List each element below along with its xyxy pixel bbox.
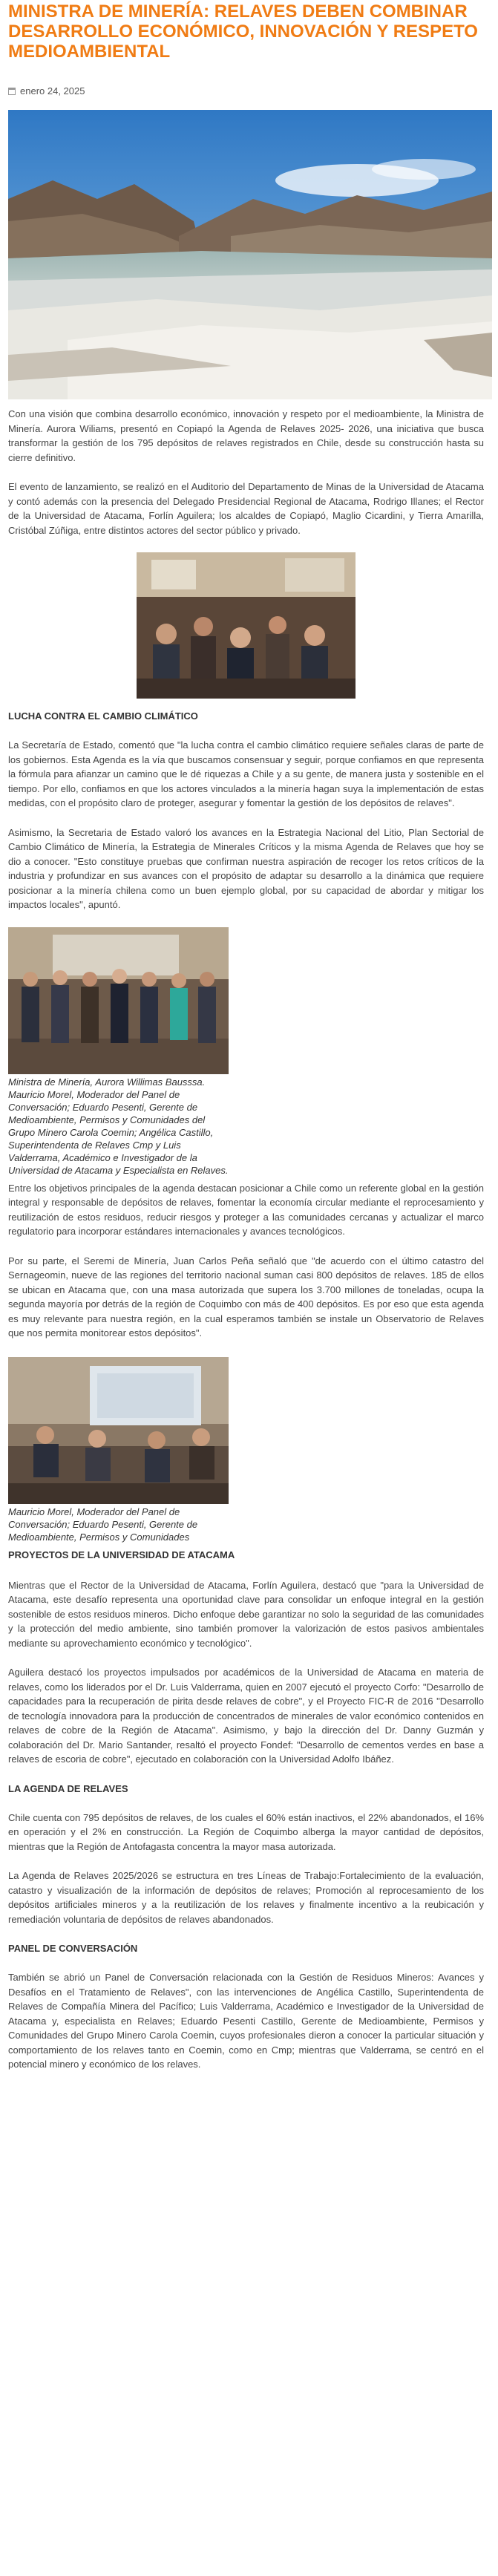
- article-meta: [8, 85, 484, 97]
- section-heading-projects: PROYECTOS DE LA UNIVERSIDAD DE ATACAMA: [8, 1549, 235, 1560]
- article: [0, 1, 490, 2072]
- paragraph-work-lines: La Agenda de Relaves 2025/2026 se estructura en tres Líneas de Trabajo:Fortalecimiento de la evaluación, catastro y visualización de la información de depósitos de relaves; Promoción al reprocesamiento de los depósitos artificiales mineros y a la reutilización de los relaves y finalmente incentivo a la reubicación y remediación voluntaria de depósitos de relaves abandonados.: [8, 1870, 484, 1925]
- paragraph-panel: También se abrió un Panel de Conversación relacionada con la Gestión de Residuos Mineros: Avances y Desafíos en el Tratamiento de Relaves", con las intervenciones de Angélica Castillo, Superintendenta de Relaves de Compañía Minera del Pacífico; Luis Valderrama, Académico e Investigador de la Universidad de Atacama y, especialista en Relaves; Eduardo Pesenti Castillo, Gerente de Medioambiente, Permisos y Comunidades del Grupo Minero Carola Coemin, cuyos profesionales dieron a conocer la particular situación y comportamiento de los relaves tanto en Coemin, como en Cmp; mientras que Valderrama, se centró en el potencial minero y económico de los relaves.: [8, 1972, 484, 2070]
- auditorium-photo: [137, 552, 356, 699]
- paragraph-launch-event: El evento de lanzamiento, se realizó en el Auditorio del Departamento de Minas de la Universidad de Atacama y contó además con la presencia del Delegado Presidencial Regional de Atacama, Rodrigo Illanes; el Rector de la Universidad de Atacama, Forlín Aguilera; los alcaldes de Copiapó, Maglio Cicardini, y Tierra Amarilla, Cristóbal Zúñiga, entre distintos actores del sector público y privado.: [8, 481, 484, 536]
- hero-image: [8, 110, 492, 399]
- section-heading-panel: PANEL DE CONVERSACIÓN: [8, 1943, 138, 1954]
- group-photo-caption: Ministra de Minería, Aurora Willimas Bausssa. Mauricio Morel, Moderador del Panel de Conversación; Eduardo Pesenti, Gerente de Medioambiente, Permisos y Comunidades del Grupo Minero Carola Coemin; Angélica Castillo, Superintendenta de Relaves Cmp y Luis Valderrama, Académico e Investigador de la Universidad de Atacama y Especialista en Relaves.: [8, 1076, 229, 1176]
- paragraph-intro: Con una visión que combina desarrollo económico, innovación y respeto por el medioambiente, la Ministra de Minería. Aurora Wiliams, presentó en Copiapó la Agenda de Relaves 2025- 2026, una iniciativa que busca transformar la gestión de los 795 depósitos de relaves registrados en Chile, desde su construcción hasta su cierre definitivo.: [8, 408, 484, 463]
- section-heading-climate: LUCHA CONTRA EL CAMBIO CLIMÁTICO: [8, 710, 198, 722]
- paragraph-strategy: Asimismo, la Secretaria de Estado valoró los avances en la Estrategia Nacional del Litio, Plan Sectorial de Cambio Climático de Minería, la Estrategia de Minerales Críticos y la misma Agenda de Relaves que hoy se dio a conocer. "Esto constituye pruebas que confirman nuestra aspiración de recoger los retos críticos de la industria y profundizar en sus avances con el propósito de adaptar su desarrollo a la dinámica que requiere posicionar a la minería chilena como un buen ejemplo global, por su capacidad de abordar y mitigar los impactos locales", apuntó.: [8, 826, 484, 910]
- paragraph-rector: Mientras que el Rector de la Universidad de Atacama, Forlín Aguilera, destacó que "para la Universidad de Atacama, este desafío representa una oportunidad clave para consolidar un enfoque integral en la gestión sostenible de estos residuos mineros. Dicho enfoque debe garantizar no solo la seguridad de las comunidades y la protección del medio ambiente, sino también promover la valorización de estos pasivos ambientales mediante su aprovechamiento económico y tecnológico".: [8, 1579, 484, 1649]
- paragraph-climate-quote: La Secretaría de Estado, comentó que "la lucha contra el cambio climático requiere señales claras de parte de los gobiernos. Esta Agenda es la vía que buscamos consensuar y seguir, porque confiamos en que representa la fórmula para afianzar un camino que le dé riquezas a Chile y a su gente, de manera justa y sostenible en el tiempo. Por ello, confiamos en que los actores vinculados a la minería hagan suya la implementación de estas medidas, con el propósito claro de proteger, asegurar y fomentar la gestión de los depósitos de relaves".: [8, 739, 484, 808]
- paragraph-deposits-stats: Chile cuenta con 795 depósitos de relaves, de los cuales el 60% están inactivos, el 22% abandonados, el 16% en operación y el 2% en construcción. La Región de Coquimbo alberga la mayor cantidad de depósitos, mientras que la Región de Antofagasta concentra la mayor masa autorizada.: [8, 1811, 484, 1852]
- calendar-icon: [8, 88, 16, 95]
- paragraph-seremi: Por su parte, el Seremi de Minería, Juan Carlos Peña señaló que "de acuerdo con el último catastro del Sernageomin, nueve de las regiones del territorio nacional suman casi 800 depósitos de relaves. 185 de ellos se ubican en Atacama que, con una masa autorizada que supera los 3.700 millones de toneladas, ocupa la segunda mayoría por detrás de la región de Coquimbo con más de 400 depósitos. Es por eso que esta agenda es muy relevante para nuestra región, en la cual esperamos también se instale un Observatorio de Relaves que nos permita monitorear estos depósitos".: [8, 1255, 484, 1338]
- paragraph-projects: Aguilera destacó los proyectos impulsados por académicos de la Universidad de Atacama en materia de relaves, como los liderados por el Dr. Luis Valderrama, quien en 2007 ejecutó el proyecto Corfo: "Desarrollo de capacidades para la recuperación de pirita desde relaves de cobre", y el Proyecto FIC-R de 2016 "Desarrollo de tecnología innovadora para la producción de concentrados de minerales de valor económico contenidos en relaves de cobre de la Región de Atacama". Asimismo, y bajo la dirección del Dr. Danny Guzmán y colaboración del Dr. Mario Santander, resaltó el proyecto Fondef: "Desarrollo de cementos verdes en base a relaves de escoria de cobre", ejecutado en colaboración con la Universidad Adolfo Ibáñez.: [8, 1667, 484, 1765]
- section-heading-agenda: LA AGENDA DE RELAVES: [8, 1782, 128, 1794]
- panel-photo-caption: Mauricio Morel, Moderador del Panel de Conversación; Eduardo Pesenti, Gerente de Medioambiente, Permisos y Comunidades: [8, 1506, 198, 1543]
- article-date: enero 24, 2025: [20, 85, 85, 97]
- group-photo: [8, 927, 229, 1074]
- panel-photo: [8, 1357, 229, 1504]
- article-title: MINISTRA DE MINERÍA: RELAVES DEBEN COMBINAR DESARROLLO ECONÓMICO, INNOVACIÓN Y RESPETO MEDIOAMBIENTAL: [8, 1, 478, 62]
- paragraph-objectives: Entre los objetivos principales de la agenda destacan posicionar a Chile como un referente global en la gestión integral y responsable de depósitos de relaves, fomentar la economía circular mediante el reprocesamiento y reutilización de estos residuos, reducir riesgos y proteger a las comunidades cercanas y actualizar el marco regulatorio para incorporar estándares internacionales y avances tecnológicos.: [8, 1182, 484, 1237]
